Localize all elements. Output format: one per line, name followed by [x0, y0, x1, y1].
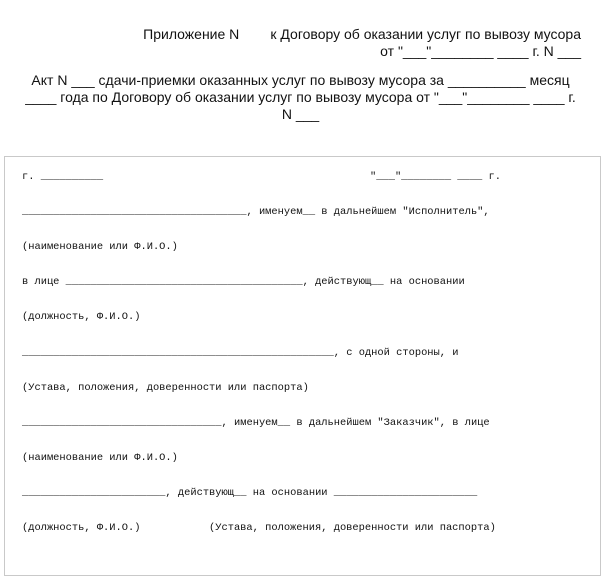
- customer-name-hint: (наименование или Ф.И.О.): [22, 452, 178, 464]
- executor-basis-line: __________________________________________________, с одной стороны, и: [22, 347, 459, 359]
- customer-basis-hint: (Устава, положения, доверенности или паспорта): [209, 522, 496, 534]
- act-title-line-2: ____ года по Договору об оказании услуг по вывозу мусора от "___"________ ____ г.: [25, 89, 576, 105]
- executor-line: ____________________________________, именуем__ в дальнейшем "Исполнитель",: [22, 206, 490, 218]
- executor-representative-line: в лице ______________________________________, действующ__ на основании: [22, 276, 465, 288]
- executor-basis-hint: (Устава, положения, доверенности или паспорта): [22, 382, 309, 394]
- appendix-date-number: от "___"________ ____ г. N ___: [380, 43, 581, 59]
- customer-representative-line: _______________________, действующ__ на основании _______________________: [22, 487, 478, 499]
- appendix-heading: Приложение N к Договору об оказании услуг по вывозу мусора: [143, 26, 581, 42]
- act-title-line-1: Акт N ___ сдачи-приемки оказанных услуг по вывозу мусора за __________ месяц: [31, 72, 570, 88]
- place-field: г. __________: [22, 171, 104, 183]
- customer-line: ________________________________, именуем__ в дальнейшем "Заказчик", в лице: [22, 417, 490, 429]
- executor-position-hint: (должность, Ф.И.О.): [22, 311, 141, 323]
- customer-position-hint: (должность, Ф.И.О.): [22, 522, 141, 534]
- act-title-line-3: N ___: [281, 106, 320, 122]
- act-form: [4, 156, 601, 576]
- executor-name-hint: (наименование или Ф.И.О.): [22, 241, 178, 253]
- date-field: "___"________ ____ г.: [370, 171, 501, 183]
